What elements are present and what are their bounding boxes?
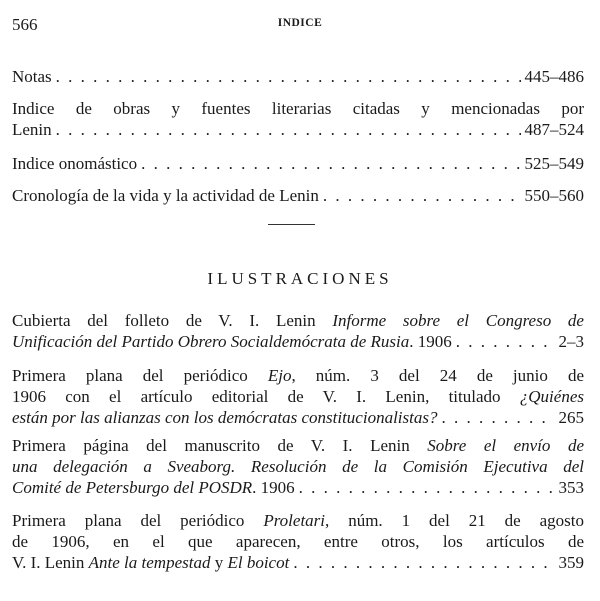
entry-text: y <box>210 553 228 572</box>
entry-pages: 353 <box>558 478 584 497</box>
entry-text-italic: El boicot <box>227 553 290 572</box>
entry-text-line <box>12 331 452 352</box>
toc-entry-notas <box>12 66 584 87</box>
entry-text: Cubierta del folleto de V. I. Lenin <box>12 311 333 330</box>
illustration-entry-2 <box>12 365 584 428</box>
dot-leader <box>441 407 554 428</box>
toc-entry-indice-obras <box>12 98 584 140</box>
toc-entry-onomastico <box>12 153 584 174</box>
illustrations-heading: ILUSTRACIONES <box>207 269 393 288</box>
entry-text: . 1906 <box>252 478 295 497</box>
entry-pages: 265 <box>558 408 584 427</box>
toc-entry-pages: 487–524 <box>524 120 584 139</box>
dot-leader <box>293 552 554 573</box>
toc-entry-title: Notas <box>12 67 52 86</box>
entry-text-italic: una delegación a Sveaborg. Resolución de la Comisión Ejecutiva del <box>12 457 584 476</box>
entry-pages: 2–3 <box>558 332 584 351</box>
dot-leader <box>323 185 521 206</box>
toc-entry-title: Cronología de la vida y la actividad de Lenin <box>12 186 319 205</box>
illustration-entry-1 <box>12 310 584 352</box>
entry-text-italic: Proletari <box>263 511 326 530</box>
illustration-entry-3 <box>12 435 584 498</box>
entry-text-italic: Comité de Petersburgo del POSDR <box>12 478 253 497</box>
dot-leader <box>456 331 555 352</box>
dot-leader <box>56 66 521 87</box>
section-divider <box>268 224 315 225</box>
toc-entry-cronologia <box>12 185 584 206</box>
toc-entry-title: Indice de obras y fuentes literarias citadas y mencionadas por <box>12 99 584 118</box>
dot-leader <box>299 477 555 498</box>
entry-text-italic: Ejo <box>267 366 292 385</box>
entry-text-line <box>12 552 289 573</box>
entry-text-italic: ¿Quiénes <box>519 387 584 406</box>
entry-text-italic: Informe sobre el Congreso de <box>332 311 584 330</box>
entry-text-italic: Ante la tempestad <box>88 553 211 572</box>
toc-entry-title: Indice onomástico <box>12 154 138 173</box>
entry-text: Primera plana del periódico <box>12 366 268 385</box>
running-head: INDICE <box>277 17 323 29</box>
entry-text-line <box>12 477 295 498</box>
toc-entry-title-cont: Lenin <box>12 120 52 139</box>
entry-text-italic: están por las alianzas con los demócratas constitucionalistas? <box>12 408 438 427</box>
toc-entry-pages: 445–486 <box>524 67 584 86</box>
entry-text: de 1906, en el que aparecen, entre otros, los artículos de <box>12 532 584 551</box>
entry-text: 1906 con el artículo editorial de V. I. Lenin, titulado <box>12 387 520 406</box>
entry-text: Primera plana del periódico <box>12 511 264 530</box>
dot-leader <box>141 153 520 174</box>
entry-text: , núm. 3 del 24 de junio de <box>291 366 584 385</box>
page-number: 566 <box>12 15 38 34</box>
dot-leader <box>56 119 521 140</box>
entry-pages: 359 <box>558 553 584 572</box>
entry-text: , núm. 1 del 21 de agosto <box>325 511 584 530</box>
toc-entry-pages: 550–560 <box>524 186 584 205</box>
entry-text-italic: Sobre el envío de <box>427 436 584 455</box>
entry-text: Primera página del manuscrito de V. I. Lenin <box>12 436 428 455</box>
toc-entry-pages: 525–549 <box>524 154 584 173</box>
illustration-entry-4 <box>12 510 584 573</box>
entry-text: . 1906 <box>409 332 452 351</box>
entry-text: V. I. Lenin <box>12 553 89 572</box>
entry-text-italic: Unificación del Partido Obrero Socialdemócrata de Rusia <box>12 332 410 351</box>
